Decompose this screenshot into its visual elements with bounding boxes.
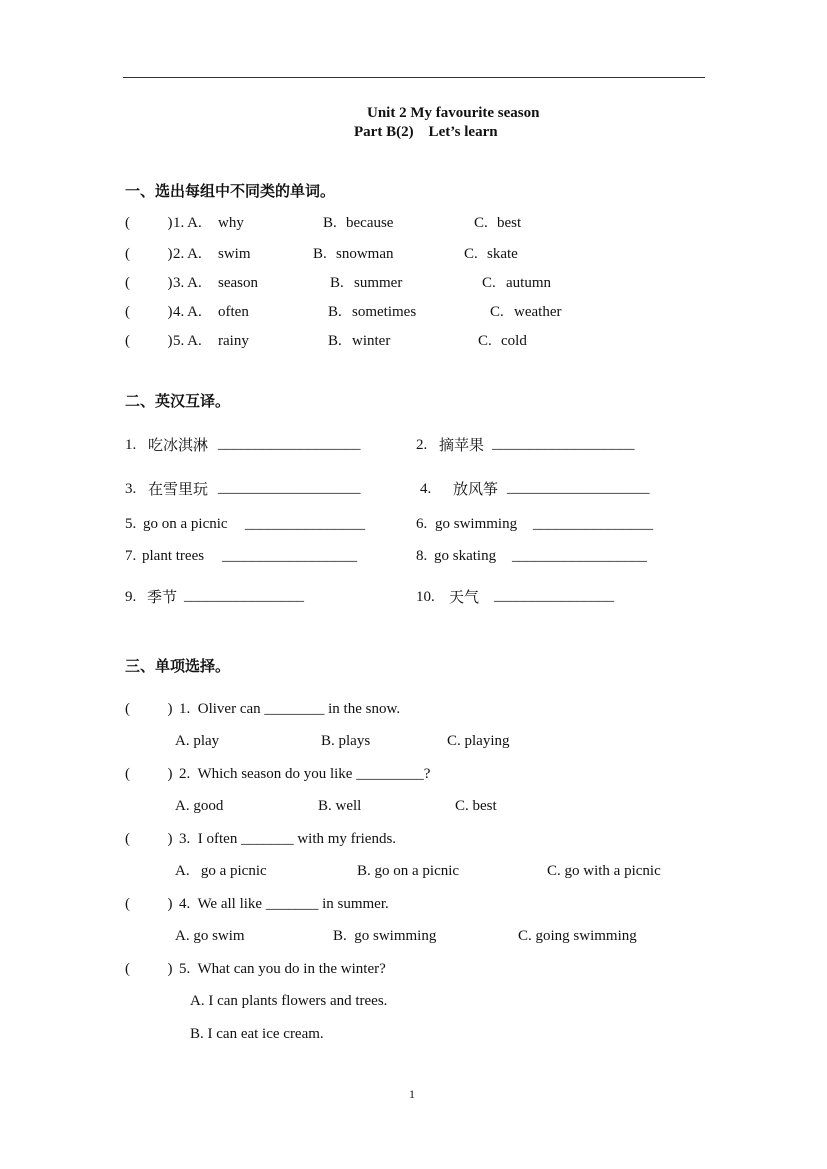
item-number: 3. — [125, 481, 137, 497]
item-text: 摘苹果 — [439, 436, 485, 454]
answer-line[interactable]: __________________ — [222, 548, 357, 564]
page-number: 1 — [409, 1087, 415, 1101]
item-number: 1. A. — [173, 215, 202, 231]
option-b: summer — [354, 275, 403, 291]
option-a: swim — [218, 246, 251, 262]
option: C. going swimming — [518, 928, 637, 944]
answer-line[interactable]: ________________ — [533, 516, 653, 532]
item-number: 4. A. — [173, 304, 202, 320]
answer-line[interactable]: ________________ — [245, 516, 365, 532]
answer-blank[interactable]: ( ) — [125, 246, 173, 262]
item-number: 1. — [125, 437, 137, 453]
answer-blank[interactable]: ( ) — [125, 896, 173, 912]
answer-blank[interactable]: ( ) — [125, 701, 173, 717]
answer-blank[interactable]: ( ) — [125, 275, 173, 291]
option-c: autumn — [506, 275, 551, 291]
option-b-label: B. — [330, 275, 344, 291]
item-number: 3. A. — [173, 275, 202, 291]
option: A. good — [175, 798, 224, 814]
answer-line[interactable]: __________________ — [512, 548, 647, 564]
answer-blank[interactable]: ( ) — [125, 333, 173, 349]
option: A. go swim — [175, 928, 245, 944]
option: B. plays — [321, 733, 371, 749]
item-text: 天气 — [449, 588, 480, 606]
option: B. well — [318, 798, 362, 814]
option-c: skate — [487, 246, 518, 262]
section2-heading: 二、英汉互译。 — [125, 392, 231, 410]
option: C. playing — [447, 733, 510, 749]
option-b: sometimes — [352, 304, 417, 320]
question-stem: 5. What can you do in the winter? — [179, 961, 386, 977]
item-text: 吃冰淇淋 — [148, 436, 209, 454]
item-text: 季节 — [147, 588, 178, 606]
option: B. go swimming — [333, 928, 437, 944]
worksheet-title: Unit 2 My favourite season — [367, 105, 540, 121]
section1-heading: 一、选出每组中不同类的单词。 — [125, 182, 336, 200]
item-number: 10. — [416, 589, 435, 605]
option-c-label: C. — [490, 304, 504, 320]
option: B. I can eat ice cream. — [190, 1026, 324, 1042]
option-b-label: B. — [328, 333, 342, 349]
answer-line[interactable]: ___________________ — [492, 436, 635, 452]
item-number: 9. — [125, 589, 137, 605]
question-stem: 3. I often _______ with my friends. — [179, 831, 397, 847]
question-stem: 1. Oliver can ________ in the snow. — [179, 701, 401, 717]
option: C. best — [455, 798, 497, 814]
item-text: 放风筝 — [453, 480, 499, 498]
option-a: season — [218, 275, 258, 291]
item-text: 在雪里玩 — [148, 480, 209, 498]
item-number: 5. A. — [173, 333, 202, 349]
option-c-label: C. — [482, 275, 496, 291]
answer-line[interactable]: ___________________ — [507, 480, 650, 496]
answer-blank[interactable]: ( ) — [125, 961, 173, 977]
item-number: 2. A. — [173, 246, 202, 262]
item-number: 7. — [125, 548, 137, 564]
item-number: 6. — [416, 516, 428, 532]
option-c-label: C. — [478, 333, 492, 349]
answer-line[interactable]: ________________ — [494, 588, 614, 604]
answer-line[interactable]: ________________ — [184, 588, 304, 604]
item-number: 5. — [125, 516, 137, 532]
option-a: often — [218, 304, 249, 320]
option-a: rainy — [218, 333, 249, 349]
option: C. go with a picnic — [547, 863, 661, 879]
section3-heading: 三、单项选择。 — [125, 657, 231, 675]
option-c: best — [497, 215, 522, 231]
answer-blank[interactable]: ( ) — [125, 766, 173, 782]
option-a: why — [218, 215, 244, 231]
option: A. play — [175, 733, 220, 749]
answer-blank[interactable]: ( ) — [125, 304, 173, 320]
option-c: cold — [501, 333, 527, 349]
header-rule — [123, 77, 705, 78]
option: A. I can plants flowers and trees. — [190, 993, 388, 1009]
answer-blank[interactable]: ( ) — [125, 215, 173, 231]
item-number: 4. — [420, 481, 432, 497]
option-b-label: B. — [328, 304, 342, 320]
option-b: snowman — [336, 246, 394, 262]
option: B. go on a picnic — [357, 863, 460, 879]
worksheet-subtitle: Part B(2) Let’s learn — [354, 124, 498, 140]
option-b-label: B. — [313, 246, 327, 262]
item-number: 2. — [416, 437, 428, 453]
option-c-label: C. — [464, 246, 478, 262]
option-b-label: B. — [323, 215, 337, 231]
option-b: winter — [352, 333, 391, 349]
item-text: go skating — [434, 548, 497, 564]
option-c: weather — [514, 304, 562, 320]
question-stem: 4. We all like _______ in summer. — [179, 896, 389, 912]
option-b: because — [346, 215, 394, 231]
answer-line[interactable]: ___________________ — [218, 480, 361, 496]
option-c-label: C. — [474, 215, 488, 231]
answer-line[interactable]: ___________________ — [218, 436, 361, 452]
item-text: go on a picnic — [143, 516, 228, 532]
option: A. go a picnic — [175, 863, 267, 879]
answer-blank[interactable]: ( ) — [125, 831, 173, 847]
item-text: plant trees — [142, 548, 205, 564]
item-text: go swimming — [435, 516, 518, 532]
question-stem: 2. Which season do you like _________? — [179, 766, 431, 782]
item-number: 8. — [416, 548, 428, 564]
